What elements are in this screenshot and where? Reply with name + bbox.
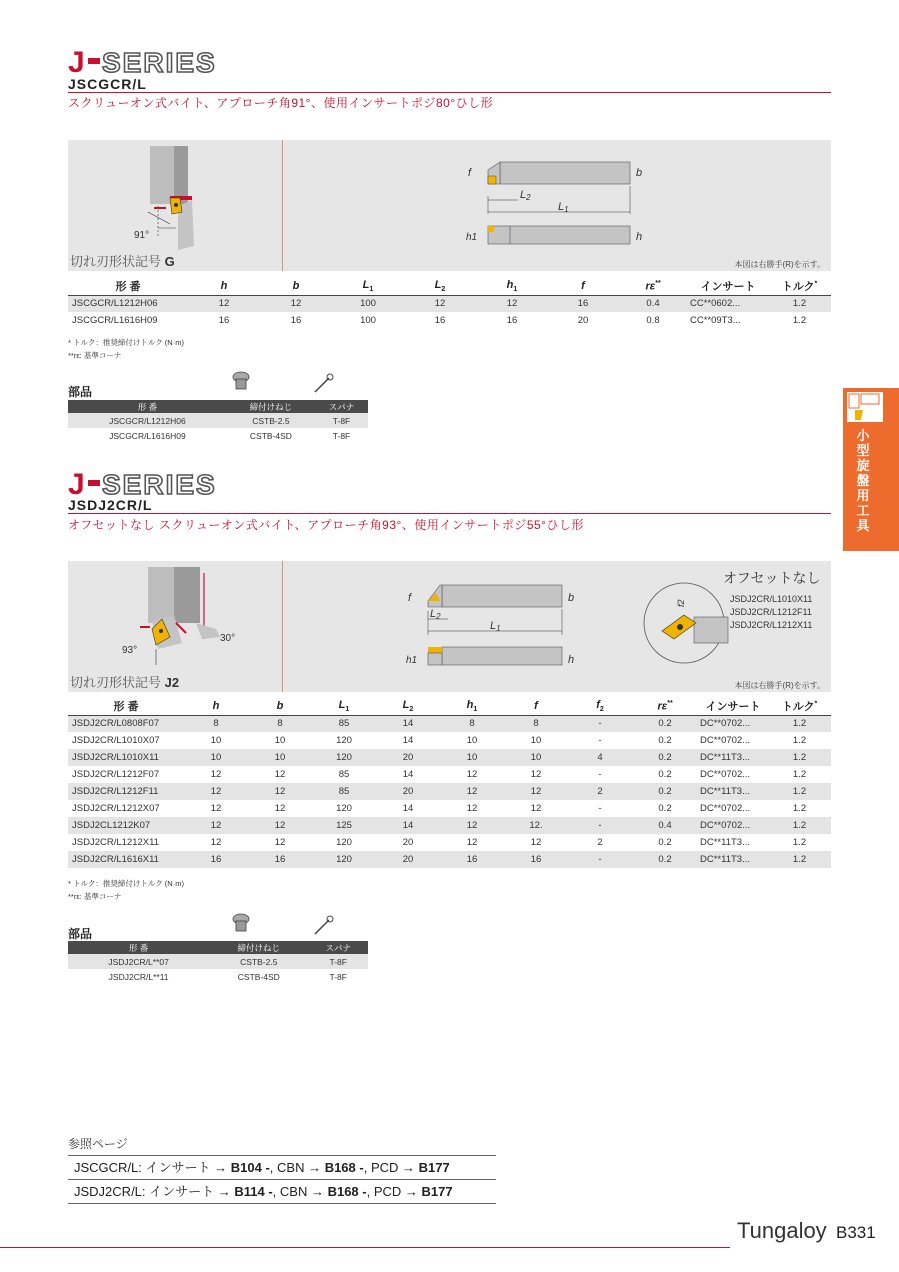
spec-table-2 — [68, 698, 831, 868]
table-cell: DC**11T3... — [698, 749, 768, 766]
offset-none-label: オフセットなし — [723, 570, 821, 586]
ref-link[interactable]: B177 — [421, 1184, 453, 1199]
table-cell: 14 — [376, 715, 440, 732]
series-code: JSDJ2CR/L — [68, 497, 153, 513]
table-cell: 10 — [210, 735, 222, 746]
table-cell: 1.2 — [792, 769, 807, 780]
table-cell: 12 — [466, 837, 478, 848]
table-row — [68, 715, 831, 732]
wrench-icon — [312, 914, 336, 936]
footnotes-2: * トルク：推奨締付けトルク (N·m) **rε: 基準コーナ — [68, 879, 184, 901]
table-cell: 1.2 — [768, 715, 831, 732]
svg-text:h: h — [636, 231, 643, 243]
table-cell: 1.2 — [792, 803, 807, 814]
table-cell: 8 — [504, 715, 568, 732]
table-row — [68, 834, 831, 851]
page-number: B331 — [836, 1223, 876, 1242]
table-cell: DC**0702... — [698, 715, 768, 732]
column-header: $L_1$ — [332, 278, 404, 295]
model-cell: JSDJ2CR/L1010X07 — [72, 735, 160, 746]
svg-text:h1: h1 — [406, 655, 418, 666]
ref-link[interactable]: B168 - — [324, 1160, 364, 1175]
table-row — [68, 954, 368, 969]
svg-text:h1: h1 — [466, 232, 478, 243]
table-cell: 1.2 — [768, 851, 831, 868]
svg-text:L1: L1 — [558, 201, 569, 214]
side-angle-label: 30° — [220, 633, 236, 644]
series-description: スクリューオン式バイト、アプローチ角91°、使用インサートポジ80°ひし形 — [68, 96, 494, 110]
table-cell: 12 — [248, 817, 312, 834]
parts-table-1 — [68, 400, 368, 443]
table-cell: 100 — [360, 315, 376, 326]
table-cell: 14 — [402, 803, 414, 814]
table-cell: CSTB-4SD — [249, 430, 292, 441]
column-header: 締付けねじ — [209, 941, 308, 954]
table-cell: 125 — [312, 817, 376, 834]
parts-title-2: 部品 — [68, 927, 93, 941]
table-cell: 1.2 — [768, 783, 831, 800]
table-cell: 12 — [210, 769, 222, 780]
column-header: h — [184, 698, 248, 715]
table-cell: 12. — [504, 817, 568, 834]
table-cell: 1.2 — [768, 749, 831, 766]
svg-text:f: f — [468, 167, 472, 179]
table-cell: 12 — [184, 817, 248, 834]
table-cell: 12 — [248, 783, 312, 800]
column-header: 締付けねじ — [227, 400, 315, 413]
table-cell: 10 — [530, 735, 542, 746]
column-header: $h_1$ — [476, 278, 548, 295]
table-cell: 12 — [504, 783, 568, 800]
column-header: f — [548, 278, 618, 295]
table-cell: 16 — [434, 315, 446, 326]
table-row — [68, 800, 831, 817]
table-cell: 12 — [530, 769, 542, 780]
table-cell: 16 — [504, 851, 568, 868]
table-cell: - — [568, 715, 632, 732]
table-cell: 0.2 — [632, 749, 698, 766]
column-header: b — [260, 278, 332, 295]
table-cell: 8 — [440, 715, 504, 732]
model-cell: JSDJ2CR/L0808F07 — [68, 715, 184, 732]
series-description: オフセットなし スクリューオン式バイト、アプローチ角93°、使用インサートポジ55°ひし形 — [68, 518, 584, 532]
table-cell: 0.2 — [658, 735, 672, 746]
column-header: トルク* — [768, 698, 831, 715]
table-cell: 85 — [312, 783, 376, 800]
table-cell: 2 — [568, 783, 632, 800]
table-cell: 100 — [332, 295, 404, 312]
model-cell: JSDJ2CL1212K07 — [68, 817, 184, 834]
table-cell: T-8F — [332, 430, 351, 441]
column-header: f — [504, 698, 568, 715]
table-cell: 10 — [248, 749, 312, 766]
table-cell: 12 — [274, 837, 286, 848]
offset-model-list: JSDJ2CR/L1010X11 JSDJ2CR/L1212F11 JSDJ2CR/L1212X11 — [730, 594, 813, 630]
table-cell: JSCGCR/L1212H06 — [68, 413, 227, 428]
table-cell: 16 — [218, 315, 230, 326]
column-header: h — [188, 278, 260, 295]
cut-shape-label: 切れ刃形状記号 G — [70, 254, 175, 269]
svg-text:b: b — [636, 167, 643, 179]
table-cell: 12 — [530, 837, 542, 848]
table-cell: 14 — [402, 769, 414, 780]
table-cell: 120 — [336, 735, 352, 746]
tool-diagram — [68, 561, 831, 692]
table-cell: CC**09T3... — [690, 315, 741, 326]
brand-name: Tungaloy — [737, 1218, 827, 1243]
table-cell: 0.8 — [646, 315, 660, 326]
table-cell: 85 — [338, 769, 350, 780]
table-row — [68, 749, 831, 766]
table-cell: T-8F — [308, 954, 368, 969]
table-cell: 12 — [210, 803, 222, 814]
table-cell: 16 — [548, 295, 618, 312]
column-header: 形 番 — [68, 278, 188, 295]
table-cell: JSDJ2CR/L**11 — [108, 971, 169, 982]
wrench-icon — [312, 372, 336, 394]
table-cell: 12 — [440, 817, 504, 834]
table-cell: 1.2 — [792, 315, 807, 326]
column-header: 形 番 — [68, 941, 209, 954]
column-header: $L_1$ — [312, 698, 376, 715]
svg-text:f2: f2 — [676, 599, 686, 607]
ref-link[interactable]: B104 - — [230, 1160, 270, 1175]
side-view-drawing — [458, 156, 738, 256]
table-cell: 12 — [210, 837, 222, 848]
table-cell: 120 — [312, 851, 376, 868]
table-cell: DC**11T3... — [698, 851, 768, 868]
model-cell: JSDJ2CR/L1212F07 — [72, 769, 160, 780]
table-cell: DC**0702... — [700, 803, 751, 814]
side-view-drawing — [398, 579, 628, 679]
table-cell: 10 — [184, 749, 248, 766]
model-cell: JSDJ2CR/L1010X11 — [68, 749, 184, 766]
table-cell: 16 — [440, 851, 504, 868]
footnotes-1: * トルク：推奨締付けトルク (N·m) **rε: 基準コーナ — [68, 338, 184, 360]
column-header: $L_2$ — [404, 278, 476, 295]
table-row — [68, 851, 831, 868]
section-rule — [68, 92, 831, 93]
svg-text:b: b — [568, 592, 575, 604]
diagram-divider — [282, 140, 283, 271]
table-row — [68, 817, 831, 834]
ref-link[interactable]: B177 — [418, 1160, 450, 1175]
table-cell: 20 — [376, 783, 440, 800]
table-cell: CSTB-4SD — [237, 971, 280, 982]
column-header: $f_2$ — [568, 698, 632, 715]
table-cell: DC**0702... — [700, 769, 751, 780]
diagram-divider — [282, 561, 283, 692]
lathe-tool-icon — [847, 392, 883, 422]
column-header: 形 番 — [68, 698, 184, 715]
svg-text:f: f — [408, 592, 412, 604]
table-cell: 10 — [274, 735, 286, 746]
table-cell: 1.2 — [768, 817, 831, 834]
model-cell: JSDJ2CR/L1616X11 — [68, 851, 184, 868]
table-cell: - — [598, 735, 602, 746]
table-cell: 20 — [376, 851, 440, 868]
table-cell: 12 — [260, 295, 332, 312]
table-cell: 1.2 — [768, 295, 831, 312]
table-row — [68, 766, 831, 783]
column-header: インサート — [688, 278, 768, 295]
column-header: スパナ — [315, 400, 368, 413]
table-cell: 10 — [504, 749, 568, 766]
table-cell: 20 — [577, 315, 589, 326]
table-cell: - — [598, 769, 602, 780]
table-cell: 2 — [597, 837, 603, 848]
model-cell: JSDJ2CR/L1212X07 — [72, 803, 160, 814]
table-cell: 16 — [248, 851, 312, 868]
table-cell: 85 — [312, 715, 376, 732]
table-cell: 16 — [184, 851, 248, 868]
screw-icon — [230, 370, 252, 392]
section-rule — [68, 513, 831, 514]
parts-title-1: 部品 — [68, 385, 93, 399]
table-row — [68, 969, 368, 984]
table-cell: 14 — [376, 817, 440, 834]
table-cell: 120 — [336, 803, 352, 814]
table-cell: DC**11T3... — [700, 837, 750, 848]
series-code: JSCGCR/L — [68, 76, 147, 92]
table-cell: 8 — [248, 715, 312, 732]
reference-row-jsdj2cr: JSDJ2CR/L: インサート → B114 -, CBN → B168 -, PCD → B177 — [68, 1180, 496, 1204]
insert-closeup-drawing — [116, 567, 236, 667]
table-cell: 0.2 — [632, 851, 698, 868]
table-cell: 16 — [290, 315, 302, 326]
table-cell: 0.2 — [632, 715, 698, 732]
cut-shape-label: 切れ刃形状記号 J2 — [70, 675, 180, 690]
table-row — [68, 413, 368, 428]
table-cell: CC**0602... — [688, 295, 768, 312]
table-cell: T-8F — [329, 971, 347, 982]
table-cell: 12 — [184, 783, 248, 800]
table-cell: 10 — [466, 735, 478, 746]
j-series-logo — [68, 470, 280, 498]
table-cell: 12 — [476, 295, 548, 312]
reference-title: 参照ページ — [68, 1137, 128, 1151]
table-cell: 1.2 — [792, 735, 807, 746]
column-header: トルク* — [768, 278, 831, 295]
spec-table-1 — [68, 278, 831, 329]
table-cell: DC**0702... — [698, 817, 768, 834]
table-cell: DC**11T3... — [698, 783, 768, 800]
table-cell: 12 — [466, 769, 478, 780]
table-cell: DC**0702... — [700, 735, 751, 746]
table-cell: 1.2 — [792, 837, 807, 848]
table-cell: 0.4 — [618, 295, 688, 312]
table-cell: 120 — [312, 749, 376, 766]
model-cell: JSCGCR/L1212H06 — [68, 295, 188, 312]
column-header: $h_1$ — [440, 698, 504, 715]
column-header: インサート — [698, 698, 768, 715]
table-cell: 0.2 — [658, 803, 672, 814]
svg-text:L2: L2 — [520, 189, 531, 202]
svg-text:SERIES: SERIES — [102, 48, 217, 76]
tool-diagram — [68, 140, 831, 271]
model-cell: JSDJ2CR/L1212F11 — [68, 783, 184, 800]
ref-link[interactable]: B168 - — [327, 1184, 367, 1199]
table-row — [68, 428, 368, 443]
svg-text:J: J — [68, 48, 85, 76]
table-row — [68, 732, 831, 749]
ref-link[interactable]: B114 - — [234, 1184, 273, 1199]
approach-angle-label: 93° — [122, 645, 138, 656]
parts-table-2 — [68, 941, 368, 984]
table-cell: 12 — [274, 803, 286, 814]
insert-closeup-drawing — [128, 146, 218, 256]
table-cell: 0.2 — [658, 769, 672, 780]
j-series-logo — [68, 48, 280, 76]
column-header: b — [248, 698, 312, 715]
table-cell: 20 — [376, 749, 440, 766]
table-cell: 12 — [188, 295, 260, 312]
column-header: スパナ — [308, 941, 368, 954]
table-cell: 16 — [506, 315, 518, 326]
table-cell: CSTB-2.5 — [209, 954, 308, 969]
reference-row-jscgcr: JSCGCR/L: インサート → B104 -, CBN → B168 -, PCD → B177 — [68, 1156, 496, 1180]
table-cell: 12 — [530, 803, 542, 814]
table-cell: 0.2 — [658, 837, 672, 848]
table-cell: 0.2 — [632, 783, 698, 800]
model-cell: JSCGCR/L1616H09 — [72, 315, 158, 326]
svg-text:h: h — [568, 654, 575, 666]
side-tab-label: 小型旋盤用工具 — [856, 428, 870, 533]
svg-text:L1: L1 — [490, 620, 501, 633]
right-hand-note: 本図は右勝手(R)を示す。 — [734, 260, 825, 269]
column-header: rε** — [632, 698, 698, 715]
table-cell: 20 — [402, 837, 414, 848]
column-header: 形 番 — [68, 400, 227, 413]
table-cell: 12 — [404, 295, 476, 312]
model-cell: JSDJ2CR/L1212X11 — [72, 837, 159, 848]
approach-angle-label: 91° — [134, 230, 150, 241]
svg-text:J: J — [68, 470, 85, 498]
category-side-tab[interactable] — [843, 388, 899, 551]
table-row — [68, 295, 831, 312]
table-cell: 4 — [568, 749, 632, 766]
column-header: rε** — [618, 278, 688, 295]
column-header: $L_2$ — [376, 698, 440, 715]
table-cell: 12 — [274, 769, 286, 780]
svg-text:L2: L2 — [430, 608, 441, 621]
table-cell: JSDJ2CR/L**07 — [68, 954, 209, 969]
table-cell: JSCGCR/L1616H09 — [109, 430, 186, 441]
table-row — [68, 783, 831, 800]
table-cell: - — [598, 803, 602, 814]
svg-text:SERIES: SERIES — [102, 470, 217, 498]
table-cell: 14 — [402, 735, 414, 746]
offset-detail-circle — [640, 577, 730, 667]
table-cell: 12 — [466, 803, 478, 814]
table-cell: 8 — [184, 715, 248, 732]
table-cell: 120 — [336, 837, 352, 848]
table-cell: CSTB-2.5 — [227, 413, 315, 428]
table-cell: T-8F — [315, 413, 368, 428]
right-hand-note: 本図は右勝手(R)を示す。 — [734, 681, 825, 690]
footer-rule — [0, 1247, 730, 1248]
screw-icon — [230, 912, 252, 934]
table-cell: 0.4 — [632, 817, 698, 834]
table-cell: 10 — [440, 749, 504, 766]
table-cell: - — [568, 851, 632, 868]
table-cell: 12 — [440, 783, 504, 800]
table-row — [68, 312, 831, 329]
table-cell: - — [568, 817, 632, 834]
